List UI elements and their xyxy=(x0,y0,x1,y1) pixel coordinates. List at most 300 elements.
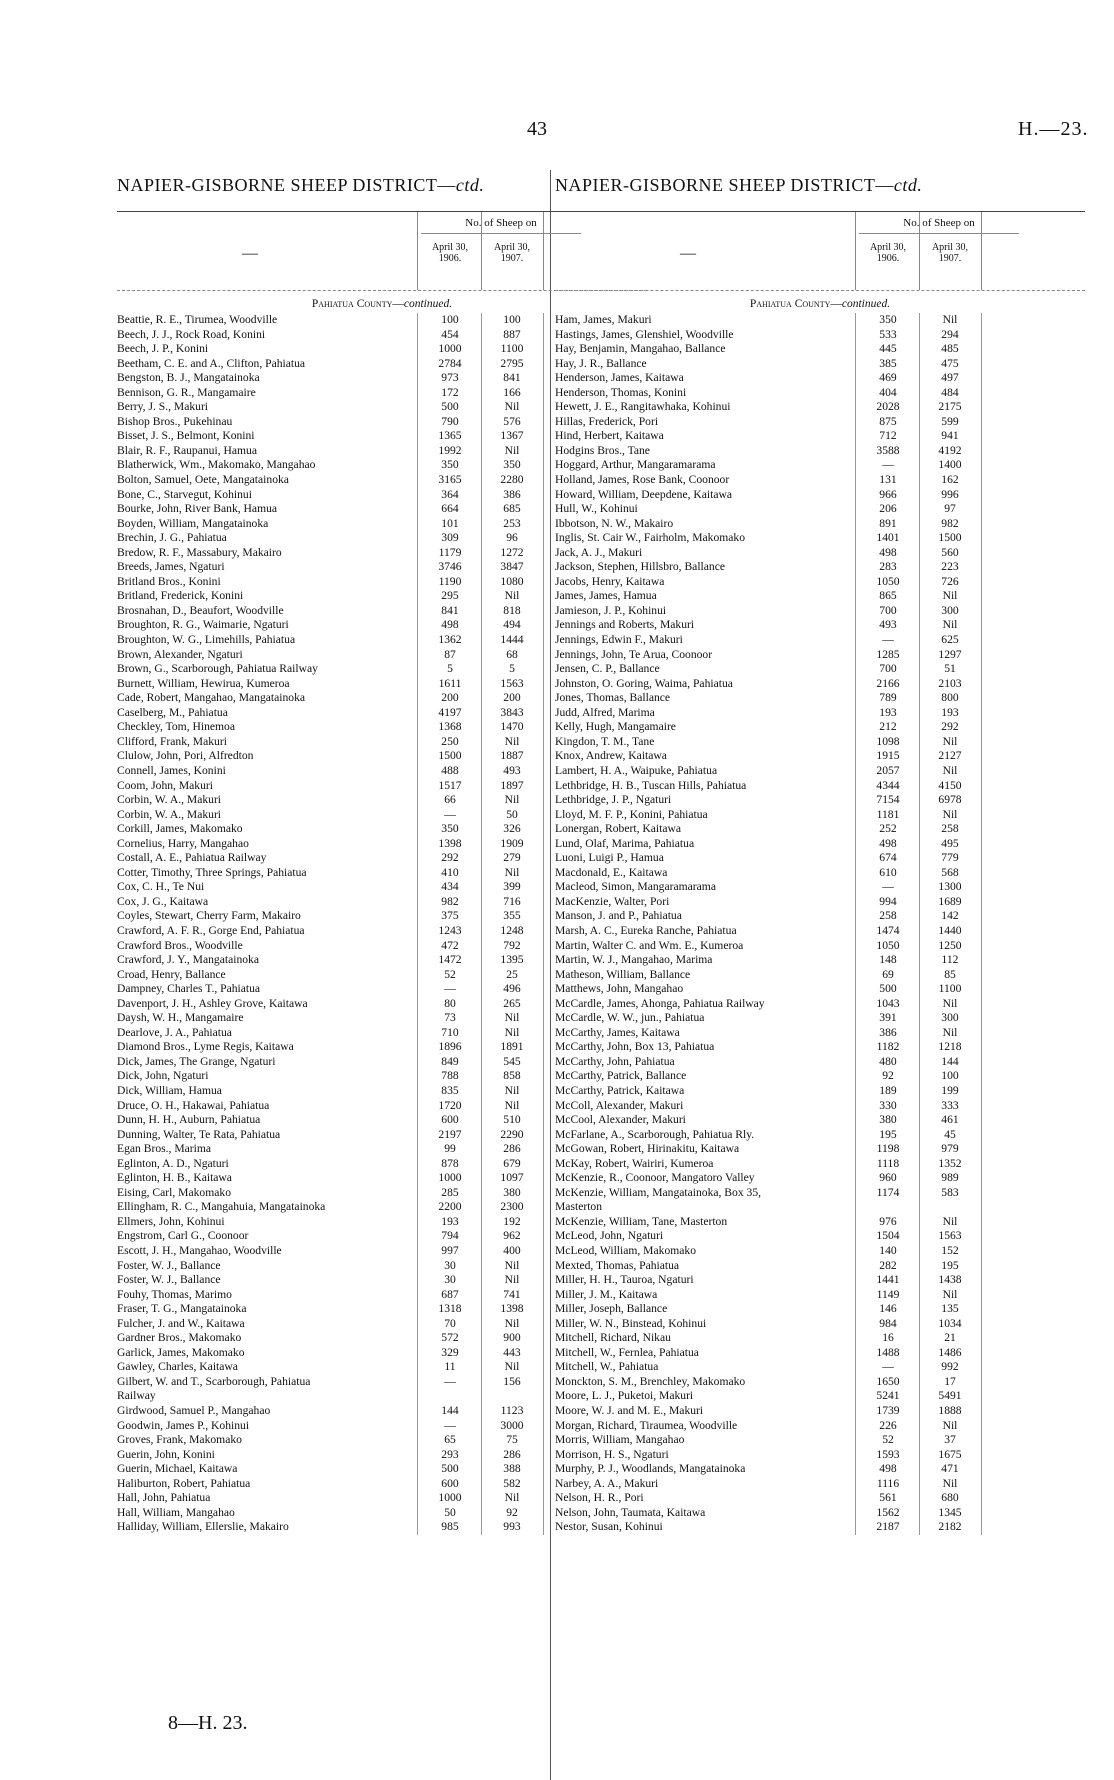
owner-name: Henderson, James, Kaitawa xyxy=(555,371,684,385)
owner-name: Miller, H. H., Tauroa, Ngaturi xyxy=(555,1273,694,1287)
table-row xyxy=(555,1215,1085,1230)
sheep-count-1907: 484 xyxy=(941,385,959,399)
owner-name: Lethbridge, H. B., Tuscan Hills, Pahiatua xyxy=(555,778,747,792)
table-row xyxy=(555,604,1085,619)
table-row xyxy=(555,1244,1085,1259)
owner-name: Nestor, Susan, Kohinui xyxy=(555,1520,663,1534)
sheep-count-1907: 485 xyxy=(941,342,959,356)
owner-name: Jennings, Edwin F., Makuri xyxy=(555,633,683,647)
owner-name: Hall, John, Pahiatua xyxy=(117,1491,211,1505)
owner-name: Caselberg, M., Pahiatua xyxy=(117,705,228,719)
sheep-count-1906: 1179 xyxy=(438,545,462,559)
owner-name: Dunn, H. H., Auburn, Pahiatua xyxy=(117,1113,261,1127)
owner-name: Ham, James, Makuri xyxy=(555,313,652,326)
table-row xyxy=(555,837,1085,852)
sheep-count-1906: 835 xyxy=(441,1083,459,1097)
sheep-count-1907: 560 xyxy=(941,545,959,559)
county-heading xyxy=(555,295,1085,313)
sheep-count-1907: 858 xyxy=(503,1069,521,1083)
table-row xyxy=(555,589,1085,604)
owner-name: Kingdon, T. M., Tane xyxy=(555,734,655,748)
owner-name: McKay, Robert, Wairiri, Kumeroa xyxy=(555,1156,714,1170)
sheep-count-1907: 1563 xyxy=(500,676,524,690)
sheep-count-1907: 992 xyxy=(941,1360,959,1374)
sheep-count-1906: 189 xyxy=(879,1083,897,1097)
table-row xyxy=(555,415,1085,430)
owner-name: Brosnahan, D., Beaufort, Woodville xyxy=(117,603,284,617)
sheep-count-1907: 2300 xyxy=(500,1200,524,1214)
sheep-count-1906: 994 xyxy=(879,894,897,908)
table-row xyxy=(555,968,1085,983)
sheep-count-1906: 404 xyxy=(879,385,897,399)
owner-name: McCardle, James, Ahonga, Pahiatua Railway xyxy=(555,996,765,1010)
sheep-count-1907: 1909 xyxy=(500,836,524,850)
sheep-count-1907: 400 xyxy=(503,1244,521,1257)
sheep-count-1907: 1248 xyxy=(500,923,524,937)
owner-name: McCarthy, John, Box 13, Pahiatua xyxy=(555,1040,715,1054)
sheep-count-1907: 6978 xyxy=(938,793,962,807)
owner-name: Coyles, Stewart, Cherry Farm, Makairo xyxy=(117,909,301,923)
table-row xyxy=(555,386,1085,401)
sheep-count-1907: 1272 xyxy=(500,545,524,559)
sheep-count-1906: 1050 xyxy=(876,938,900,952)
sheep-count-1907: 1300 xyxy=(938,880,962,894)
sheep-count-1906: 1149 xyxy=(876,1287,900,1301)
sheep-count-1907: 135 xyxy=(941,1302,959,1316)
owner-name: Jensen, C. P., Ballance xyxy=(555,662,660,676)
owner-name: Bishop Bros., Pukehinau xyxy=(117,414,233,428)
sheep-count-1907: Nil xyxy=(942,1476,958,1490)
sheep-count-1906: 1896 xyxy=(438,1040,462,1054)
sheep-count-1907: 685 xyxy=(503,502,521,516)
owner-name: Croad, Henry, Ballance xyxy=(117,967,226,981)
sheep-count-1907: 1395 xyxy=(500,953,524,967)
sheep-count-1906: 984 xyxy=(879,1316,897,1330)
sheep-count-1907: 193 xyxy=(941,705,959,719)
sheep-count-1907: 726 xyxy=(941,574,959,588)
table-row xyxy=(555,1491,1085,1506)
sheep-count-1907: 75 xyxy=(506,1433,518,1447)
sheep-count-1907: 37 xyxy=(944,1433,956,1447)
sheep-count-1906: 148 xyxy=(879,953,897,967)
table-row xyxy=(555,1462,1085,1477)
owner-name: Brown, G., Scarborough, Pahiatua Railway xyxy=(117,662,318,676)
owner-name: Matthews, John, Mangahao xyxy=(555,982,684,996)
owner-name: Garlick, James, Makomako xyxy=(117,1345,245,1359)
sheep-count-1907: 1897 xyxy=(500,778,524,792)
table-row xyxy=(555,866,1085,881)
owner-name: Hillas, Frederick, Pori xyxy=(555,414,659,428)
table-row xyxy=(555,895,1085,910)
owner-name: Marsh, A. C., Eureka Ranche, Pahiatua xyxy=(555,923,737,937)
county-text: Pahiatua County— xyxy=(749,298,842,310)
owner-name: Johnston, O. Goring, Waima, Pahiatua xyxy=(555,676,733,690)
title-text: NAPIER-GISBORNE SHEEP DISTRICT— xyxy=(117,175,456,195)
sheep-count-1907: 1400 xyxy=(938,458,962,472)
table-row xyxy=(555,1099,1085,1114)
header-dash: — xyxy=(680,245,696,262)
owner-name: Halliday, William, Ellerslie, Makairo xyxy=(117,1520,289,1534)
owner-name: McCardle, W. W., jun., Pahiatua xyxy=(555,1011,705,1025)
owner-name: Coom, John, Makuri xyxy=(117,778,213,792)
table-row xyxy=(555,1360,1085,1375)
table-row xyxy=(555,691,1085,706)
date-1906-heading: April 30, 1906. xyxy=(869,242,907,264)
sheep-count-1907: 680 xyxy=(941,1491,959,1505)
sheep-count-1906: 206 xyxy=(879,502,897,516)
sheep-count-1906: 2057 xyxy=(876,763,900,777)
owner-name: Nelson, John, Taumata, Kaitawa xyxy=(555,1505,706,1519)
table-row xyxy=(555,1186,1085,1201)
owner-name: Holland, James, Rose Bank, Coonoor xyxy=(555,473,730,487)
sheep-count-1907: 1444 xyxy=(500,633,524,647)
owner-name: McGowan, Robert, Hirinakitu, Kaitawa xyxy=(555,1142,740,1156)
sheep-count-1906: 997 xyxy=(441,1244,459,1257)
sheep-count-1907: 716 xyxy=(503,894,521,908)
sheep-count-1906: 976 xyxy=(879,1214,897,1228)
sheep-count-1906: 350 xyxy=(441,822,459,836)
sheep-count-1907: 292 xyxy=(941,720,959,734)
table-row xyxy=(555,779,1085,794)
table-row xyxy=(555,488,1085,503)
sheep-count-1907: 326 xyxy=(503,822,521,836)
sheep-count-1906: 193 xyxy=(879,705,897,719)
sheep-count-1906: — xyxy=(882,633,894,647)
owner-name: Ibbotson, N. W., Makairo xyxy=(555,516,674,530)
sheep-count-1907: 625 xyxy=(941,633,959,647)
sheep-count-1907: Nil xyxy=(504,400,520,414)
sheep-count-1907: 399 xyxy=(503,880,521,894)
sheep-count-1906: 410 xyxy=(441,865,459,879)
sheep-count-1906: — xyxy=(882,1360,894,1374)
sheep-count-1906: 498 xyxy=(879,545,897,559)
sheep-count-1907: 1100 xyxy=(938,982,962,996)
owner-name: McCarthy, Patrick, Ballance xyxy=(555,1069,687,1083)
sheep-count-1906: 73 xyxy=(444,1011,456,1025)
owner-name: Bolton, Samuel, Oete, Mangatainoka xyxy=(117,473,289,487)
sheep-count-1907: Nil xyxy=(504,1491,520,1505)
sheep-count-1907: 45 xyxy=(944,1127,956,1141)
owner-name: Burnett, William, Hewirua, Kumeroa xyxy=(117,676,290,690)
sheep-count-1907: 494 xyxy=(503,618,521,632)
owner-name: Martin, Walter C. and Wm. E., Kumeroa xyxy=(555,938,744,952)
owner-name: Hull, W., Kohinui xyxy=(555,502,638,516)
owner-name: Ellingham, R. C., Mangahuia, Mangatainoka xyxy=(117,1200,326,1214)
table-row xyxy=(555,822,1085,837)
sheep-count-1906: 1098 xyxy=(876,734,900,748)
sheep-count-1907: 4192 xyxy=(938,443,962,457)
sheep-count-1907: 900 xyxy=(503,1331,521,1345)
owner-name: Bone, C., Starvegut, Kohinui xyxy=(117,487,252,501)
table-row xyxy=(555,1506,1085,1521)
sheep-count-1906: 195 xyxy=(879,1127,897,1141)
table-row xyxy=(555,793,1085,808)
footer-signature: 8—H. 23. xyxy=(168,1712,248,1734)
sheep-count-1907: 25 xyxy=(506,967,518,981)
owner-name: McCarthy, James, Kaitawa xyxy=(555,1025,680,1039)
table-row xyxy=(555,1520,1085,1535)
owner-name: Morgan, Richard, Tiraumea, Woodville xyxy=(555,1418,738,1432)
owner-name: Luoni, Luigi P., Hamua xyxy=(555,851,664,865)
sheep-count-1906: 500 xyxy=(879,982,897,996)
sheep-count-1906: 140 xyxy=(879,1244,897,1257)
sheep-count-1907: Nil xyxy=(504,793,520,807)
sheep-count-1906: 790 xyxy=(441,414,459,428)
sheep-count-1906: 11 xyxy=(444,1360,456,1374)
sheep-count-1906: 1401 xyxy=(876,531,900,545)
sheep-count-1906: 878 xyxy=(441,1156,459,1170)
owner-name: Cotter, Timothy, Three Springs, Pahiatua xyxy=(117,865,307,879)
sheep-count-1907: 355 xyxy=(503,909,521,923)
table-row xyxy=(555,677,1085,692)
owner-name: Girdwood, Samuel P., Mangahao xyxy=(117,1404,271,1418)
sheep-count-1906: 849 xyxy=(441,1054,459,1068)
owner-name: Hoggard, Arthur, Mangaramarama xyxy=(555,458,716,472)
sheep-count-1906: 1915 xyxy=(876,749,900,763)
sheep-count-1907: 68 xyxy=(506,647,518,661)
owner-name: Lonergan, Robert, Kaitawa xyxy=(555,822,681,836)
table-row xyxy=(555,575,1085,590)
table-row xyxy=(555,953,1085,968)
owner-name: Judd, Alfred, Marima xyxy=(555,705,655,719)
sheep-count-1906: 7154 xyxy=(876,793,900,807)
sheep-count-1906: 2028 xyxy=(876,400,900,414)
table-row xyxy=(555,473,1085,488)
table-row xyxy=(555,1317,1085,1332)
table-row xyxy=(555,939,1085,954)
sheep-count-1906: 350 xyxy=(879,313,897,326)
table-body xyxy=(555,313,1085,1535)
owner-name: McColl, Alexander, Makuri xyxy=(555,1098,684,1112)
sheep-count-1906: 1472 xyxy=(438,953,462,967)
owner-name: Guerin, Michael, Kaitawa xyxy=(117,1462,238,1476)
sheep-count-1907: 792 xyxy=(503,938,521,952)
table-row xyxy=(555,531,1085,546)
sheep-count-1906: 2187 xyxy=(876,1520,900,1534)
title-suffix: ctd. xyxy=(455,175,485,195)
sheep-count-1907: 279 xyxy=(503,851,521,865)
right-column xyxy=(555,175,1085,1535)
sheep-count-1906: 982 xyxy=(441,894,459,908)
sheep-count-1907: Nil xyxy=(942,734,958,748)
owner-name: Crawford, J. Y., Mangatainoka xyxy=(117,953,259,967)
table-row xyxy=(555,357,1085,372)
owner-name: Narbey, A. A., Makuri xyxy=(555,1476,659,1490)
owner-name: Broughton, R. G., Waimarie, Ngaturi xyxy=(117,618,289,632)
header-rule xyxy=(855,212,856,290)
sheep-count-1907: 300 xyxy=(941,1011,959,1025)
sheep-count-1907: 475 xyxy=(941,356,959,370)
owner-name: Dearlove, J. A., Pahiatua xyxy=(117,1025,232,1039)
sheep-count-1907: Nil xyxy=(504,589,520,603)
owner-name: Gawley, Charles, Kaitawa xyxy=(117,1360,238,1374)
sheep-count-1907: 545 xyxy=(503,1054,521,1068)
sheep-count-1906: 2784 xyxy=(438,356,462,370)
owner-name: Cornelius, Harry, Mangahao xyxy=(117,836,249,850)
sheep-count-1906: 309 xyxy=(441,531,459,545)
sheep-count-1907: 1470 xyxy=(500,720,524,734)
sheep-count-1906: 131 xyxy=(879,473,897,487)
sheep-count-1906: 985 xyxy=(441,1520,459,1534)
sheep-count-1906: 144 xyxy=(441,1404,459,1418)
table-row xyxy=(555,1302,1085,1317)
owner-name: Bredow, R. F., Massabury, Makairo xyxy=(117,545,282,559)
owner-name: Corkill, James, Makomako xyxy=(117,822,243,836)
owner-name: McCarthy, Patrick, Kaitawa xyxy=(555,1083,685,1097)
sheep-count-1907: 996 xyxy=(941,487,959,501)
sheep-count-1906: 1739 xyxy=(876,1404,900,1418)
sheep-count-1906: 1190 xyxy=(438,574,462,588)
sheep-count-1906: 52 xyxy=(444,967,456,981)
sheep-count-1907: 1367 xyxy=(500,429,524,443)
sheep-count-1907: 166 xyxy=(503,385,521,399)
sheep-count-1906: 1611 xyxy=(438,676,462,690)
sheep-count-1907: 1440 xyxy=(938,923,962,937)
owner-name: Cox, J. G., Kaitawa xyxy=(117,894,209,908)
sheep-count-1907: 92 xyxy=(506,1505,518,1519)
owner-name: Guerin, John, Konini xyxy=(117,1447,215,1461)
sheep-count-1907: Nil xyxy=(504,734,520,748)
owner-name: Inglis, St. Cair W., Fairholm, Makomako xyxy=(555,531,746,545)
sheep-count-1906: 2197 xyxy=(438,1127,462,1141)
table-row xyxy=(555,1375,1085,1390)
sheep-count-1906: 52 xyxy=(882,1433,894,1447)
owner-name: Hewett, J. E., Rangitawhaka, Kohinui xyxy=(555,400,731,414)
owner-name: Miller, J. M., Kaitawa xyxy=(555,1287,658,1301)
owner-name: Hind, Herbert, Kaitawa xyxy=(555,429,664,443)
sheep-count-1906: 375 xyxy=(441,909,459,923)
sheep-count-1907: 841 xyxy=(503,371,521,385)
sheep-count-1906: 364 xyxy=(441,487,459,501)
sheep-count-1907: 253 xyxy=(503,516,521,530)
owner-name: Costall, A. E., Pahiatua Railway xyxy=(117,851,267,865)
table-row xyxy=(555,400,1085,415)
sheep-count-1906: 498 xyxy=(879,1462,897,1476)
owner-name: Beech, J. P., Konini xyxy=(117,342,209,356)
owner-name: McCool, Alexander, Makuri xyxy=(555,1113,686,1127)
sheep-count-1907: 800 xyxy=(941,691,959,705)
sheep-count-1907: Nil xyxy=(504,1098,520,1112)
table-row xyxy=(555,342,1085,357)
table-row xyxy=(555,1142,1085,1157)
owner-name: Jennings, John, Te Arua, Coonoor xyxy=(555,647,713,661)
sheep-count-1907: 1689 xyxy=(938,894,962,908)
sheep-count-1907: Nil xyxy=(504,1025,520,1039)
owner-name: Hastings, James, Glenshiel, Woodville xyxy=(555,327,734,341)
right-column-title xyxy=(555,175,1085,201)
sheep-count-1907: 21 xyxy=(944,1331,956,1345)
table-row xyxy=(555,648,1085,663)
table-row xyxy=(555,1346,1085,1361)
owner-name: Checkley, Tom, Hinemoa xyxy=(117,720,235,734)
table-row xyxy=(555,735,1085,750)
owner-name: Fulcher, J. and W., Kaitawa xyxy=(117,1316,245,1330)
sheep-count-1906: 200 xyxy=(441,691,459,705)
sheep-count-1907: 2182 xyxy=(938,1520,962,1534)
page-number: 43 xyxy=(527,118,547,140)
sheep-count-1906: 1720 xyxy=(438,1098,462,1112)
owner-name: Eglinton, A. D., Ngaturi xyxy=(117,1156,229,1170)
sheep-count-1906: 960 xyxy=(879,1171,897,1185)
sheep-count-1907: 741 xyxy=(503,1287,521,1301)
sheep-count-1907: 294 xyxy=(941,327,959,341)
owner-name: Masterton xyxy=(555,1200,603,1214)
sheep-count-1907: 333 xyxy=(941,1098,959,1112)
owner-name: Morrison, H. S., Ngaturi xyxy=(555,1447,669,1461)
sheep-count-1907: Nil xyxy=(504,1011,520,1025)
owner-name: Railway xyxy=(117,1389,156,1403)
owner-name: Beattie, R. E., Tirumea, Woodville xyxy=(117,313,278,326)
table-row xyxy=(555,1288,1085,1303)
sheep-count-1907: 142 xyxy=(941,909,959,923)
sheep-count-1907: 568 xyxy=(941,865,959,879)
sheep-count-1907: 17 xyxy=(944,1374,956,1388)
sheep-count-1906: 193 xyxy=(441,1214,459,1228)
owner-name: Miller, Joseph, Ballance xyxy=(555,1302,668,1316)
date-1907-heading: April 30, 1907. xyxy=(931,242,969,264)
sheep-count-1907: 3000 xyxy=(500,1418,524,1432)
sheep-count-1907: 2175 xyxy=(938,400,962,414)
date-1906-heading: April 30, 1906. xyxy=(431,242,469,264)
sheep-count-1906: 488 xyxy=(441,763,459,777)
title-suffix: ctd. xyxy=(893,175,923,195)
sheep-count-1906: 1243 xyxy=(438,923,462,937)
sheep-count-1906: 101 xyxy=(441,516,459,530)
sheep-count-1906: 5 xyxy=(447,662,453,676)
owner-name: Cade, Robert, Mangahao, Mangatainoka xyxy=(117,691,306,705)
table-row xyxy=(555,1273,1085,1288)
sheep-count-1906: 1000 xyxy=(438,1171,462,1185)
sheep-count-1907: 1250 xyxy=(938,938,962,952)
sheep-count-1906: 3746 xyxy=(438,560,462,574)
owner-name: Lloyd, M. F. P., Konini, Pahiatua xyxy=(555,807,708,821)
sheep-count-1906: 1050 xyxy=(876,574,900,588)
owner-name: Dick, James, The Grange, Ngaturi xyxy=(117,1054,276,1068)
sheep-count-1906: 498 xyxy=(879,836,897,850)
owner-name: Crawford, A. F. R., Gorge End, Pahiatua xyxy=(117,923,305,937)
sheep-count-1906: 283 xyxy=(879,560,897,574)
owner-name: Bourke, John, River Bank, Hamua xyxy=(117,502,278,516)
sheep-count-1907: Nil xyxy=(504,1258,520,1272)
owner-name: Monckton, S. M., Brenchley, Makomako xyxy=(555,1374,746,1388)
owner-name: Cox, C. H., Te Nui xyxy=(117,880,205,894)
table-row xyxy=(555,1055,1085,1070)
owner-name: Diamond Bros., Lyme Regis, Kaitawa xyxy=(117,1040,294,1054)
sheep-count-1907: 5491 xyxy=(938,1389,962,1403)
sheep-count-1907: 2127 xyxy=(938,749,962,763)
owner-name: Dunning, Walter, Te Rata, Pahiatua xyxy=(117,1127,281,1141)
sheep-count-1907: 599 xyxy=(941,414,959,428)
owner-name: Groves, Frank, Makomako xyxy=(117,1433,242,1447)
owner-name: Knox, Andrew, Kaitawa xyxy=(555,749,667,763)
sheep-count-1907: 583 xyxy=(941,1185,959,1199)
sheep-count-1906: 350 xyxy=(441,458,459,472)
sheep-count-1906: 1182 xyxy=(876,1040,900,1054)
sheep-count-1906: 1285 xyxy=(876,647,900,661)
sheep-count-1906: 1992 xyxy=(438,443,462,457)
sheep-count-1906: — xyxy=(444,1374,456,1388)
sheep-count-1906: 30 xyxy=(444,1273,456,1287)
owner-name: Dick, William, Hamua xyxy=(117,1083,222,1097)
sheep-count-1907: 1297 xyxy=(938,647,962,661)
sheep-count-1907: 1100 xyxy=(500,342,524,356)
owner-name: McLeod, William, Makomako xyxy=(555,1244,696,1257)
sheep-count-1907: 265 xyxy=(503,996,521,1010)
sheep-count-1907: 258 xyxy=(941,822,959,836)
sheep-count-1907: 380 xyxy=(503,1185,521,1199)
sheep-count-1906: 99 xyxy=(444,1142,456,1156)
sheep-count-1907: Nil xyxy=(504,1360,520,1374)
